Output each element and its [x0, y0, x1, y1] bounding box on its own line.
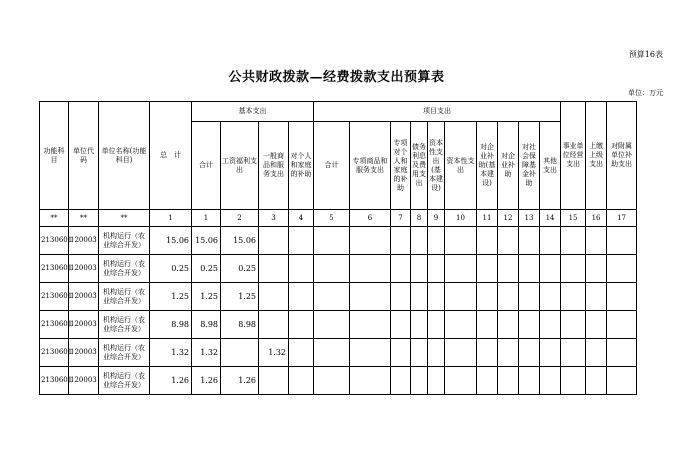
budget-table	[39, 101, 637, 395]
goods-services-cell	[259, 255, 289, 283]
unit-code-cell: 120003	[69, 311, 99, 339]
unit-code-cell: 120003	[69, 255, 99, 283]
salary-cell: 0.25	[221, 255, 259, 283]
empty-cell	[561, 255, 586, 283]
empty-cell	[477, 227, 498, 255]
empty-cell	[314, 227, 350, 255]
header-project-7: 对企业补助	[498, 122, 519, 210]
index-cell: 2	[221, 210, 259, 227]
header-tail-1: 上缴上级支出	[586, 102, 607, 210]
basic-total-cell: 15.06	[192, 227, 221, 255]
index-cell: **	[40, 210, 69, 227]
index-cell: 9	[428, 210, 445, 227]
table-row	[40, 227, 637, 255]
index-cell: 6	[350, 210, 391, 227]
header-total: 总 计	[150, 102, 192, 210]
salary-cell: 1.25	[221, 283, 259, 311]
empty-cell	[540, 367, 561, 395]
empty-cell	[561, 227, 586, 255]
empty-cell	[519, 255, 540, 283]
func-cell: 2130601	[40, 339, 69, 367]
empty-cell	[445, 367, 477, 395]
empty-cell	[540, 311, 561, 339]
func-cell: 2130601	[40, 255, 69, 283]
empty-cell	[314, 367, 350, 395]
empty-cell	[561, 339, 586, 367]
goods-services-cell	[259, 311, 289, 339]
empty-cell	[498, 311, 519, 339]
empty-cell	[477, 311, 498, 339]
empty-cell	[445, 339, 477, 367]
unit-code-cell: 120003	[69, 227, 99, 255]
func-cell: 2130601	[40, 283, 69, 311]
empty-cell	[314, 311, 350, 339]
unit-name-cell: 机构运行（农业综合开发）	[99, 367, 150, 395]
header-project-3: 债务利息及费用支出	[411, 122, 428, 210]
total-cell: 15.06	[150, 227, 192, 255]
index-cell: 10	[445, 210, 477, 227]
empty-cell	[586, 283, 607, 311]
index-cell: **	[69, 210, 99, 227]
index-cell: 17	[607, 210, 637, 227]
unit-name-cell: 机构运行（农业综合开发）	[99, 255, 150, 283]
header-tail-0: 事业单位经营支出	[561, 102, 586, 210]
goods-services-cell	[259, 283, 289, 311]
header-func-subject: 功能科目	[40, 102, 69, 210]
personal-subsidy-cell	[289, 311, 314, 339]
func-cell: 2130601	[40, 227, 69, 255]
empty-cell	[350, 255, 391, 283]
empty-cell	[477, 339, 498, 367]
empty-cell	[411, 227, 428, 255]
header-unit-name: 单位名称(功能科目)	[99, 102, 150, 210]
empty-cell	[428, 283, 445, 311]
header-tail-2: 对附属单位补助支出	[607, 102, 637, 210]
empty-cell	[428, 311, 445, 339]
empty-cell	[350, 227, 391, 255]
personal-subsidy-cell	[289, 255, 314, 283]
total-cell: 8.98	[150, 311, 192, 339]
empty-cell	[477, 367, 498, 395]
salary-cell: 15.06	[221, 227, 259, 255]
index-cell: 13	[519, 210, 540, 227]
empty-cell	[586, 367, 607, 395]
total-cell: 1.25	[150, 283, 192, 311]
header-project-6: 对企业补助(基本建设)	[477, 122, 498, 210]
empty-cell	[586, 227, 607, 255]
table-row	[40, 255, 637, 283]
header-project-8: 对社会保障基金补助	[519, 122, 540, 210]
empty-cell	[411, 367, 428, 395]
empty-cell	[607, 255, 637, 283]
empty-cell	[519, 227, 540, 255]
personal-subsidy-cell	[289, 227, 314, 255]
table-row	[40, 367, 637, 395]
personal-subsidy-cell	[289, 367, 314, 395]
index-cell: 1	[150, 210, 192, 227]
empty-cell	[498, 255, 519, 283]
unit-label: 单位：万元	[628, 89, 663, 97]
index-cell: 14	[540, 210, 561, 227]
empty-cell	[540, 283, 561, 311]
goods-services-cell	[259, 227, 289, 255]
basic-total-cell: 8.98	[192, 311, 221, 339]
total-cell: 1.26	[150, 367, 192, 395]
empty-cell	[391, 255, 411, 283]
empty-cell	[498, 283, 519, 311]
empty-cell	[607, 283, 637, 311]
empty-cell	[391, 227, 411, 255]
empty-cell	[498, 367, 519, 395]
basic-total-cell: 1.26	[192, 367, 221, 395]
total-cell: 1.32	[150, 339, 192, 367]
unit-name-cell: 机构运行（农业综合开发）	[99, 339, 150, 367]
index-cell: 5	[314, 210, 350, 227]
header-group-project: 项目支出	[314, 102, 561, 122]
func-cell: 2130601	[40, 311, 69, 339]
index-cell: 3	[259, 210, 289, 227]
func-cell: 2130601	[40, 367, 69, 395]
index-cell: 11	[477, 210, 498, 227]
empty-cell	[540, 339, 561, 367]
index-cell: 1	[192, 210, 221, 227]
empty-cell	[428, 227, 445, 255]
index-cell: 8	[411, 210, 428, 227]
basic-total-cell: 1.32	[192, 339, 221, 367]
empty-cell	[519, 339, 540, 367]
index-cell: 16	[586, 210, 607, 227]
salary-cell: 8.98	[221, 311, 259, 339]
index-row	[40, 210, 637, 227]
empty-cell	[445, 255, 477, 283]
empty-cell	[411, 255, 428, 283]
total-cell: 0.25	[150, 255, 192, 283]
empty-cell	[445, 311, 477, 339]
salary-cell	[221, 339, 259, 367]
unit-code-cell: 120003	[69, 339, 99, 367]
empty-cell	[498, 339, 519, 367]
empty-cell	[428, 255, 445, 283]
header-basic-2: 一般商品和服务支出	[259, 122, 289, 210]
header-basic-3: 对个人和家庭的补助	[289, 122, 314, 210]
index-cell: 15	[561, 210, 586, 227]
goods-services-cell: 1.32	[259, 339, 289, 367]
goods-services-cell	[259, 367, 289, 395]
unit-code-cell: 120003	[69, 283, 99, 311]
empty-cell	[350, 311, 391, 339]
index-cell: **	[99, 210, 150, 227]
empty-cell	[350, 339, 391, 367]
empty-cell	[391, 311, 411, 339]
header-basic-0: 合计	[192, 122, 221, 210]
unit-code-cell: 120003	[69, 367, 99, 395]
empty-cell	[561, 367, 586, 395]
table-row	[40, 311, 637, 339]
empty-cell	[519, 367, 540, 395]
empty-cell	[586, 311, 607, 339]
header-project-2: 专项对个人和家庭的补助	[391, 122, 411, 210]
unit-name-cell: 机构运行（农业综合开发）	[99, 311, 150, 339]
table-row	[40, 339, 637, 367]
empty-cell	[314, 339, 350, 367]
empty-cell	[314, 283, 350, 311]
empty-cell	[477, 283, 498, 311]
empty-cell	[445, 283, 477, 311]
table-row	[40, 283, 637, 311]
empty-cell	[411, 283, 428, 311]
header-group-basic: 基本支出	[192, 102, 314, 122]
empty-cell	[519, 311, 540, 339]
empty-cell	[391, 283, 411, 311]
salary-cell: 1.26	[221, 367, 259, 395]
index-cell: 4	[289, 210, 314, 227]
empty-cell	[477, 255, 498, 283]
empty-cell	[314, 255, 350, 283]
empty-cell	[391, 367, 411, 395]
empty-cell	[540, 255, 561, 283]
empty-cell	[411, 339, 428, 367]
header-basic-1: 工资福利支出	[221, 122, 259, 210]
index-cell: 7	[391, 210, 411, 227]
basic-total-cell: 0.25	[192, 255, 221, 283]
table-number-tag: 预算16表	[628, 50, 663, 59]
empty-cell	[350, 367, 391, 395]
empty-cell	[607, 367, 637, 395]
empty-cell	[561, 283, 586, 311]
empty-cell	[428, 339, 445, 367]
header-project-1: 专项商品和服务支出	[350, 122, 391, 210]
empty-cell	[519, 283, 540, 311]
unit-name-cell: 机构运行（农业综合开发）	[99, 227, 150, 255]
empty-cell	[445, 227, 477, 255]
empty-cell	[586, 339, 607, 367]
header-unit-code: 单位代码	[69, 102, 99, 210]
empty-cell	[350, 283, 391, 311]
index-cell: 12	[498, 210, 519, 227]
empty-cell	[391, 339, 411, 367]
empty-cell	[607, 311, 637, 339]
header-project-9: 其他支出	[540, 122, 561, 210]
empty-cell	[561, 311, 586, 339]
empty-cell	[428, 367, 445, 395]
personal-subsidy-cell	[289, 339, 314, 367]
empty-cell	[586, 255, 607, 283]
page-title: 公共财政拨款—经费拨款支出预算表	[228, 70, 445, 85]
unit-name-cell: 机构运行（农业综合开发）	[99, 283, 150, 311]
empty-cell	[498, 227, 519, 255]
header-project-0: 合计	[314, 122, 350, 210]
empty-cell	[411, 311, 428, 339]
header-project-4: 资本性支出(基本建设)	[428, 122, 445, 210]
empty-cell	[540, 227, 561, 255]
header-project-5: 资本性支出	[445, 122, 477, 210]
basic-total-cell: 1.25	[192, 283, 221, 311]
personal-subsidy-cell	[289, 283, 314, 311]
empty-cell	[607, 227, 637, 255]
empty-cell	[607, 339, 637, 367]
